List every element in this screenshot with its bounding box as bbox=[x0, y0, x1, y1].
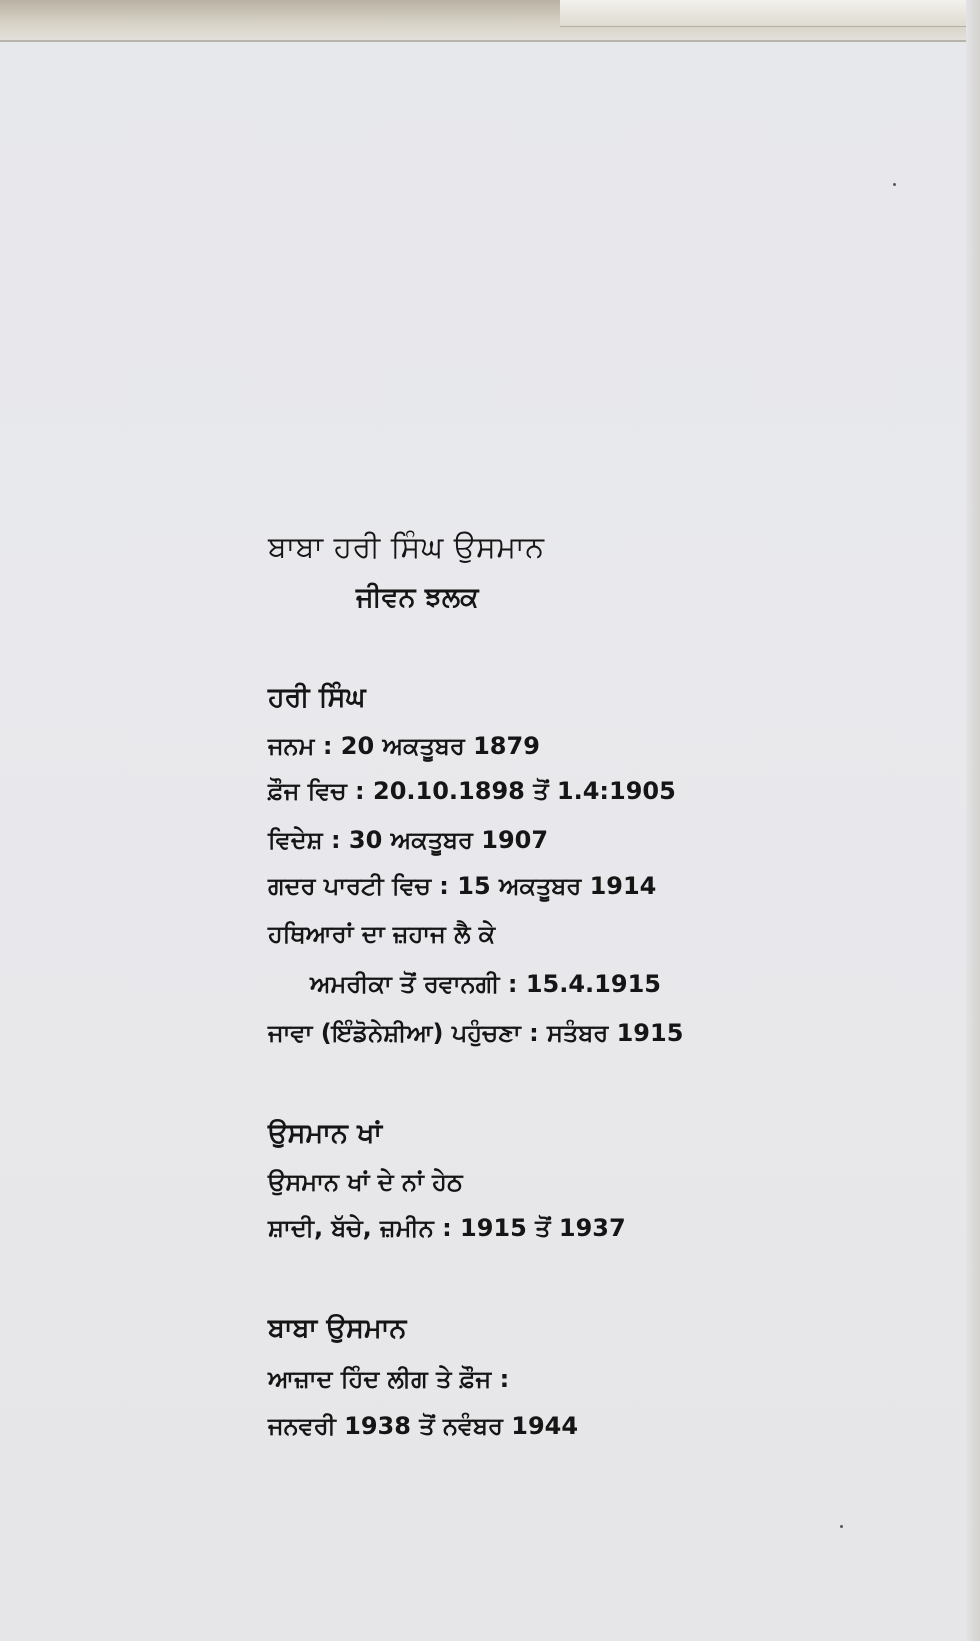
page-title: ਬਾਬਾ ਹਰੀ ਸਿੰਘ ਉਸਮਾਨ bbox=[268, 530, 545, 565]
page-top-edge bbox=[0, 0, 980, 42]
section-line: ਜਨਮ : 20 ਅਕਤੂਬਰ 1879 bbox=[268, 732, 540, 760]
section-line: ਵਿਦੇਸ਼ : 30 ਅਕਤੂਬਰ 1907 bbox=[268, 826, 549, 854]
page-edge-line bbox=[0, 40, 980, 42]
section-line: ਆਜ਼ਾਦ ਹਿੰਦ ਲੀਗ ਤੇ ਫ਼ੌਜ : bbox=[268, 1365, 510, 1393]
section-line: ਫ਼ੌਜ ਵਿਚ : 20.10.1898 ਤੋਂ 1.4:1905 bbox=[268, 777, 676, 805]
section-heading-baba-usman: ਬਾਬਾ ਉਸਮਾਨ bbox=[268, 1313, 407, 1344]
section-line: ਹਥਿਆਰਾਂ ਦਾ ਜ਼ਹਾਜ ਲੈ ਕੇ bbox=[268, 920, 496, 948]
section-line: ਗਦਰ ਪਾਰਟੀ ਵਿਚ : 15 ਅਕਤੂਬਰ 1914 bbox=[268, 872, 657, 900]
section-line: ਜਾਵਾ (ਇੰਡੋਨੇਸ਼ੀਆ) ਪਹੁੰਚਣਾ : ਸਤੰਬਰ 1915 bbox=[268, 1019, 684, 1047]
section-heading-hari-singh: ਹਰੀ ਸਿੰਘ bbox=[268, 682, 366, 713]
page-subtitle: ਜੀਵਨ ਝਲਕ bbox=[356, 582, 479, 613]
section-line: ਉਸਮਾਨ ਖਾਂ ਦੇ ਨਾਂ ਹੇਠ bbox=[268, 1168, 463, 1196]
section-line: ਜਨਵਰੀ 1938 ਤੋਂ ਨਵੰਬਰ 1944 bbox=[268, 1412, 579, 1440]
page-right-edge bbox=[966, 0, 980, 1641]
paper-speck bbox=[840, 1525, 843, 1528]
paper-speck bbox=[893, 183, 896, 186]
section-line: ਸ਼ਾਦੀ, ਬੱਚੇ, ਜ਼ਮੀਨ : 1915 ਤੋਂ 1937 bbox=[268, 1214, 626, 1242]
section-line: ਅਮਰੀਕਾ ਤੋਂ ਰਵਾਨਗੀ : 15.4.1915 bbox=[310, 970, 661, 998]
section-heading-usman-khan: ਉਸਮਾਨ ਖਾਂ bbox=[268, 1118, 383, 1149]
